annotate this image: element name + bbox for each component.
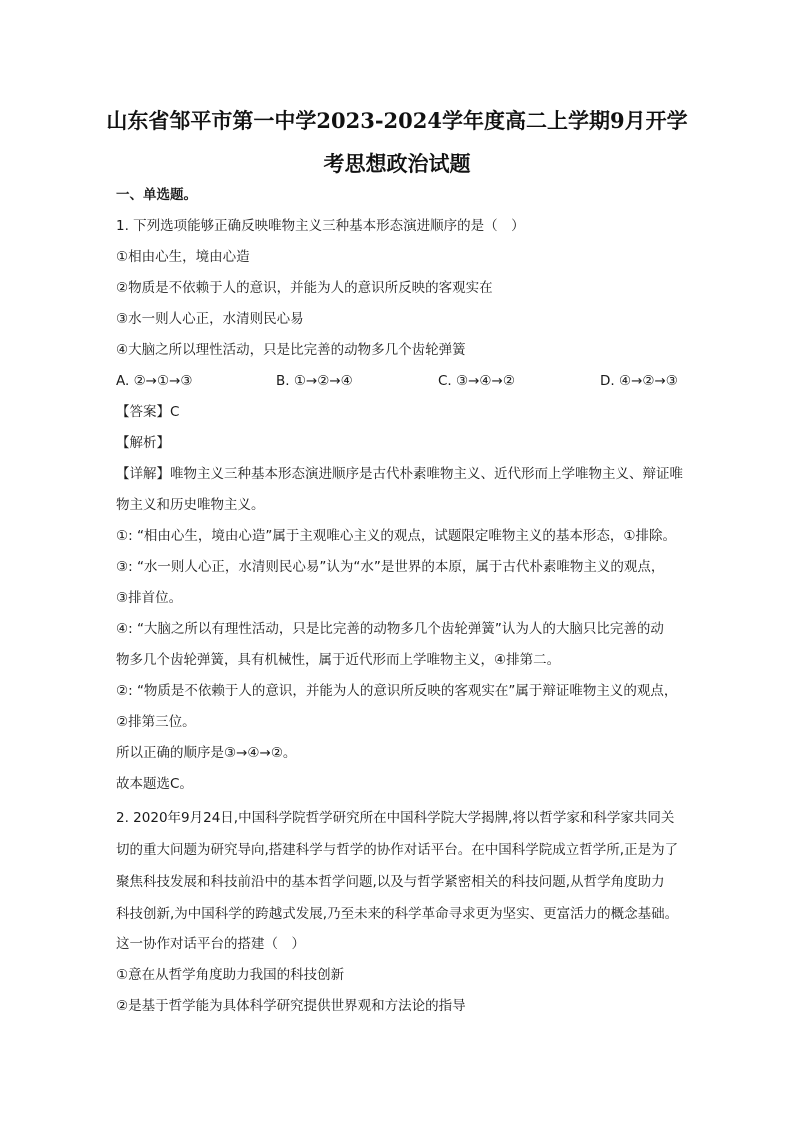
question-2-item-2: ②是基于哲学能为具体科学研究提供世界观和方法论的指导 [116, 998, 466, 1014]
question-1-option-c: C. ③→④→② [438, 373, 515, 389]
document-title-line-1: 山东省邹平市第一中学2023-2024学年度高二上学期9月开学 [106, 108, 688, 133]
question-2-item-1: ①意在从哲学角度助力我国的科技创新 [116, 967, 345, 983]
question-2-stem-line: 聚焦科技发展和科技前沿中的基本哲学问题,以及与哲学紧密相关的科技问题,从哲学角度助力 [116, 874, 665, 890]
question-2-stem-line: 科技创新,为中国科学的跨越式发展,乃至未来的科学革命寻求更为坚实、更富活力的概念基础。 [116, 906, 679, 922]
question-1-analysis-heading: 【解析】 [116, 435, 170, 451]
question-2-stem-line: 切的重大问题为研究导向,搭建科学与哲学的协作对话平台。在中国科学院成立哲学所,正是为了 [116, 842, 679, 858]
document-title-line-2: 考思想政治试题 [323, 151, 471, 176]
explanation-line: ②排第三位。 [116, 714, 196, 730]
question-1-option-b: B. ①→②→④ [276, 373, 353, 389]
question-1-stem: 1. 下列选项能够正确反映唯物主义三种基本形态演进顺序的是（ ） [116, 218, 525, 234]
question-1-item-3: ③水一则人心正，水清则民心易 [116, 311, 304, 327]
explanation-line: ②: “物质是不依赖于人的意识，并能为人的意识所反映的客观实在”属于辩证唯物主义的观点， [116, 683, 678, 699]
question-1-item-1: ①相由心生，境由心造 [116, 249, 250, 265]
explanation-line: ④: “大脑之所以有理性活动，只是比完善的动物多几个齿轮弹簧”认为人的大脑只比完善的动 [116, 621, 664, 637]
question-1-option-a: A. ②→①→③ [116, 373, 193, 389]
explanation-line: 所以正确的顺序是③→④→②。 [116, 745, 297, 761]
explanation-line: 物主义和历史唯物主义。 [116, 497, 265, 513]
question-1-item-4: ④大脑之所以理性活动，只是比完善的动物多几个齿轮弹簧 [116, 342, 466, 358]
section-heading: 一、单选题。 [116, 187, 197, 203]
explanation-line: ①: “相由心生，境由心造”属于主观唯心主义的观点，试题限定唯物主义的基本形态，①排除。 [116, 528, 677, 544]
question-1-option-d: D. ④→②→③ [600, 373, 678, 389]
explanation-line: 物多几个齿轮弹簧，具有机械性，属于近代形而上学唯物主义，④排第二。 [116, 652, 561, 668]
question-2-stem-line: 这一协作对话平台的搭建（ ） [116, 936, 305, 952]
explanation-line: 故本题选C。 [116, 776, 193, 792]
question-2-stem-line: 2. 2020年9月24日,中国科学院哲学研究所在中国科学院大学揭牌,将以哲学家和科学家共同关 [116, 810, 675, 826]
explanation-line: 【详解】唯物主义三种基本形态演进顺序是古代朴素唯物主义、近代形而上学唯物主义、辩证唯 [116, 466, 683, 482]
explanation-line: ③: “水一则人心正，水清则民心易”认为“水”是世界的本原，属于古代朴素唯物主义的观点， [116, 559, 665, 575]
question-1-answer: 【答案】C [116, 404, 180, 420]
question-1-item-2: ②物质是不依赖于人的意识，并能为人的意识所反映的客观实在 [116, 280, 493, 296]
explanation-line: ③排首位。 [116, 590, 183, 606]
